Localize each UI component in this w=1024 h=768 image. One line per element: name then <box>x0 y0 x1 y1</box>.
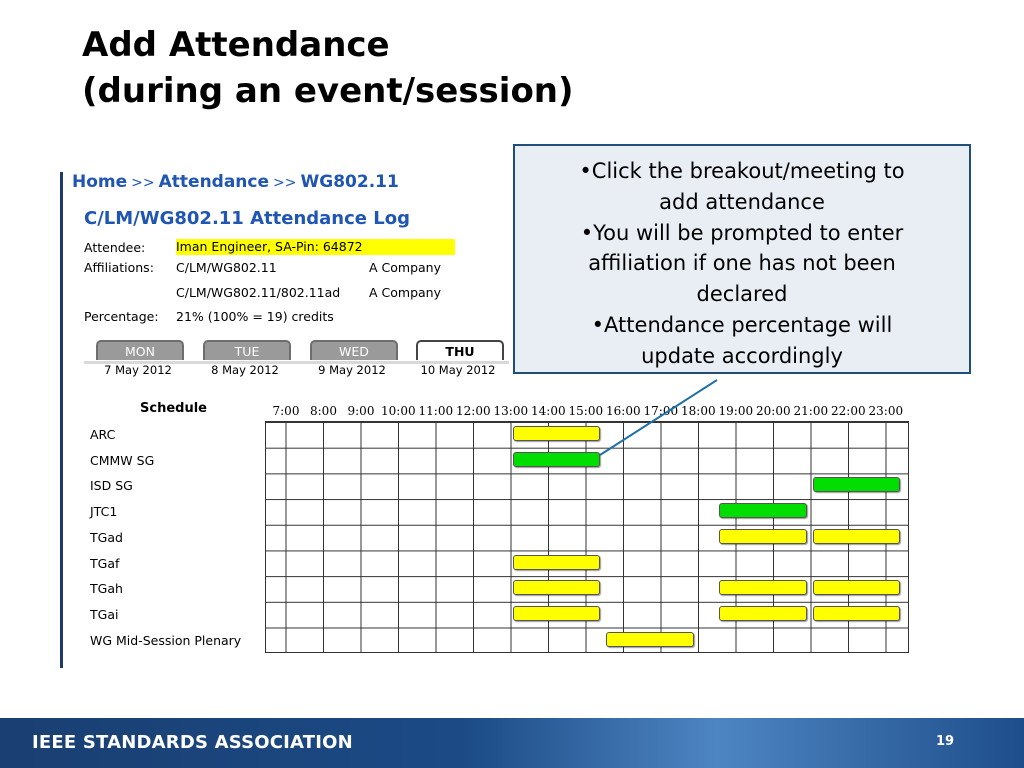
schedule-row-label: ARC <box>90 427 116 442</box>
attendance-log-title: C/LM/WG802.11 Attendance Log <box>84 208 410 229</box>
breadcrumb-wg-link[interactable]: WG802.11 <box>300 172 399 192</box>
schedule-row-label: TGah <box>90 581 123 597</box>
time-label: 23:00 <box>868 404 904 418</box>
breadcrumb-separator: >> <box>131 175 155 191</box>
time-label: 13:00 <box>493 404 529 418</box>
attendee-value: Iman Engineer, SA-Pin: 64872 <box>176 239 363 254</box>
callout-line: update accordingly <box>641 343 843 368</box>
time-label: 14:00 <box>531 404 566 418</box>
day-date: 10 May 2012 <box>420 363 496 377</box>
time-label: 8:00 <box>310 404 337 418</box>
footer-bar <box>0 718 1024 768</box>
time-label: 17:00 <box>643 404 679 418</box>
slide-title-line-1: Add Attendance <box>82 25 390 65</box>
percentage-value: 21% (100% = 19) credits <box>176 309 334 324</box>
affiliation-group: C/LM/WG802.11/802.11ad <box>176 285 341 300</box>
schedule-row-label: JTC1 <box>90 504 118 520</box>
schedule-row-label: CMMW SG <box>90 452 155 468</box>
affiliations-label: Affiliations: <box>84 260 154 275</box>
time-label: 22:00 <box>831 404 866 418</box>
callout-line: declared <box>696 282 788 307</box>
callout-line: affiliation if one has not been <box>588 251 896 276</box>
day-date: 8 May 2012 <box>211 363 279 377</box>
callout-box <box>513 144 971 374</box>
affiliation-company: A Company <box>369 285 441 300</box>
schedule-row-label: TGaf <box>90 555 120 571</box>
breadcrumb-home-link[interactable]: Home <box>72 172 128 192</box>
time-label: 11:00 <box>418 404 454 418</box>
time-label: 10:00 <box>381 404 416 418</box>
callout-line: add attendance <box>659 189 825 214</box>
schedule-row-label: TGai <box>90 606 119 622</box>
attendee-label: Attendee: <box>84 240 146 255</box>
breadcrumb-attendance-link[interactable]: Attendance <box>158 172 270 192</box>
schedule-row-label: ISD SG <box>90 478 133 494</box>
percentage-label: Percentage: <box>84 309 159 324</box>
tab-tue[interactable]: TUE <box>203 340 291 360</box>
schedule-row-label: TGad <box>90 529 123 545</box>
affiliation-company: A Company <box>369 260 441 275</box>
callout-line: •You will be prompted to enter <box>580 220 904 245</box>
schedule-header: Schedule <box>140 401 207 416</box>
affiliation-group: C/LM/WG802.11 <box>176 260 277 275</box>
time-label: 16:00 <box>606 404 641 418</box>
time-label: 9:00 <box>347 404 375 418</box>
time-label: 18:00 <box>681 404 716 418</box>
callout-line: •Attendance percentage will <box>591 313 893 337</box>
time-label: 20:00 <box>756 404 791 418</box>
breadcrumb-separator: >> <box>273 175 297 191</box>
time-label: 21:00 <box>793 404 829 418</box>
day-date: 9 May 2012 <box>318 363 386 377</box>
time-label: 15:00 <box>568 404 604 418</box>
time-label: 7:00 <box>272 404 300 418</box>
time-label: 12:00 <box>456 404 491 418</box>
tab-mon[interactable]: MON <box>96 340 184 360</box>
day-date: 7 May 2012 <box>104 363 172 377</box>
slide-title-line-2: (during an event/session) <box>82 71 574 111</box>
page-number: 19 <box>936 734 955 749</box>
tab-wed[interactable]: WED <box>310 340 398 360</box>
callout-line: •Click the breakout/meeting to <box>579 159 905 183</box>
tab-thu[interactable]: THU <box>416 340 504 360</box>
schedule-row-label: WG Mid-Session Plenary <box>90 632 242 648</box>
footer-brand-logo: IEEE STANDARDS ASSOCIATION <box>32 732 353 753</box>
time-label: 19:00 <box>718 404 754 418</box>
